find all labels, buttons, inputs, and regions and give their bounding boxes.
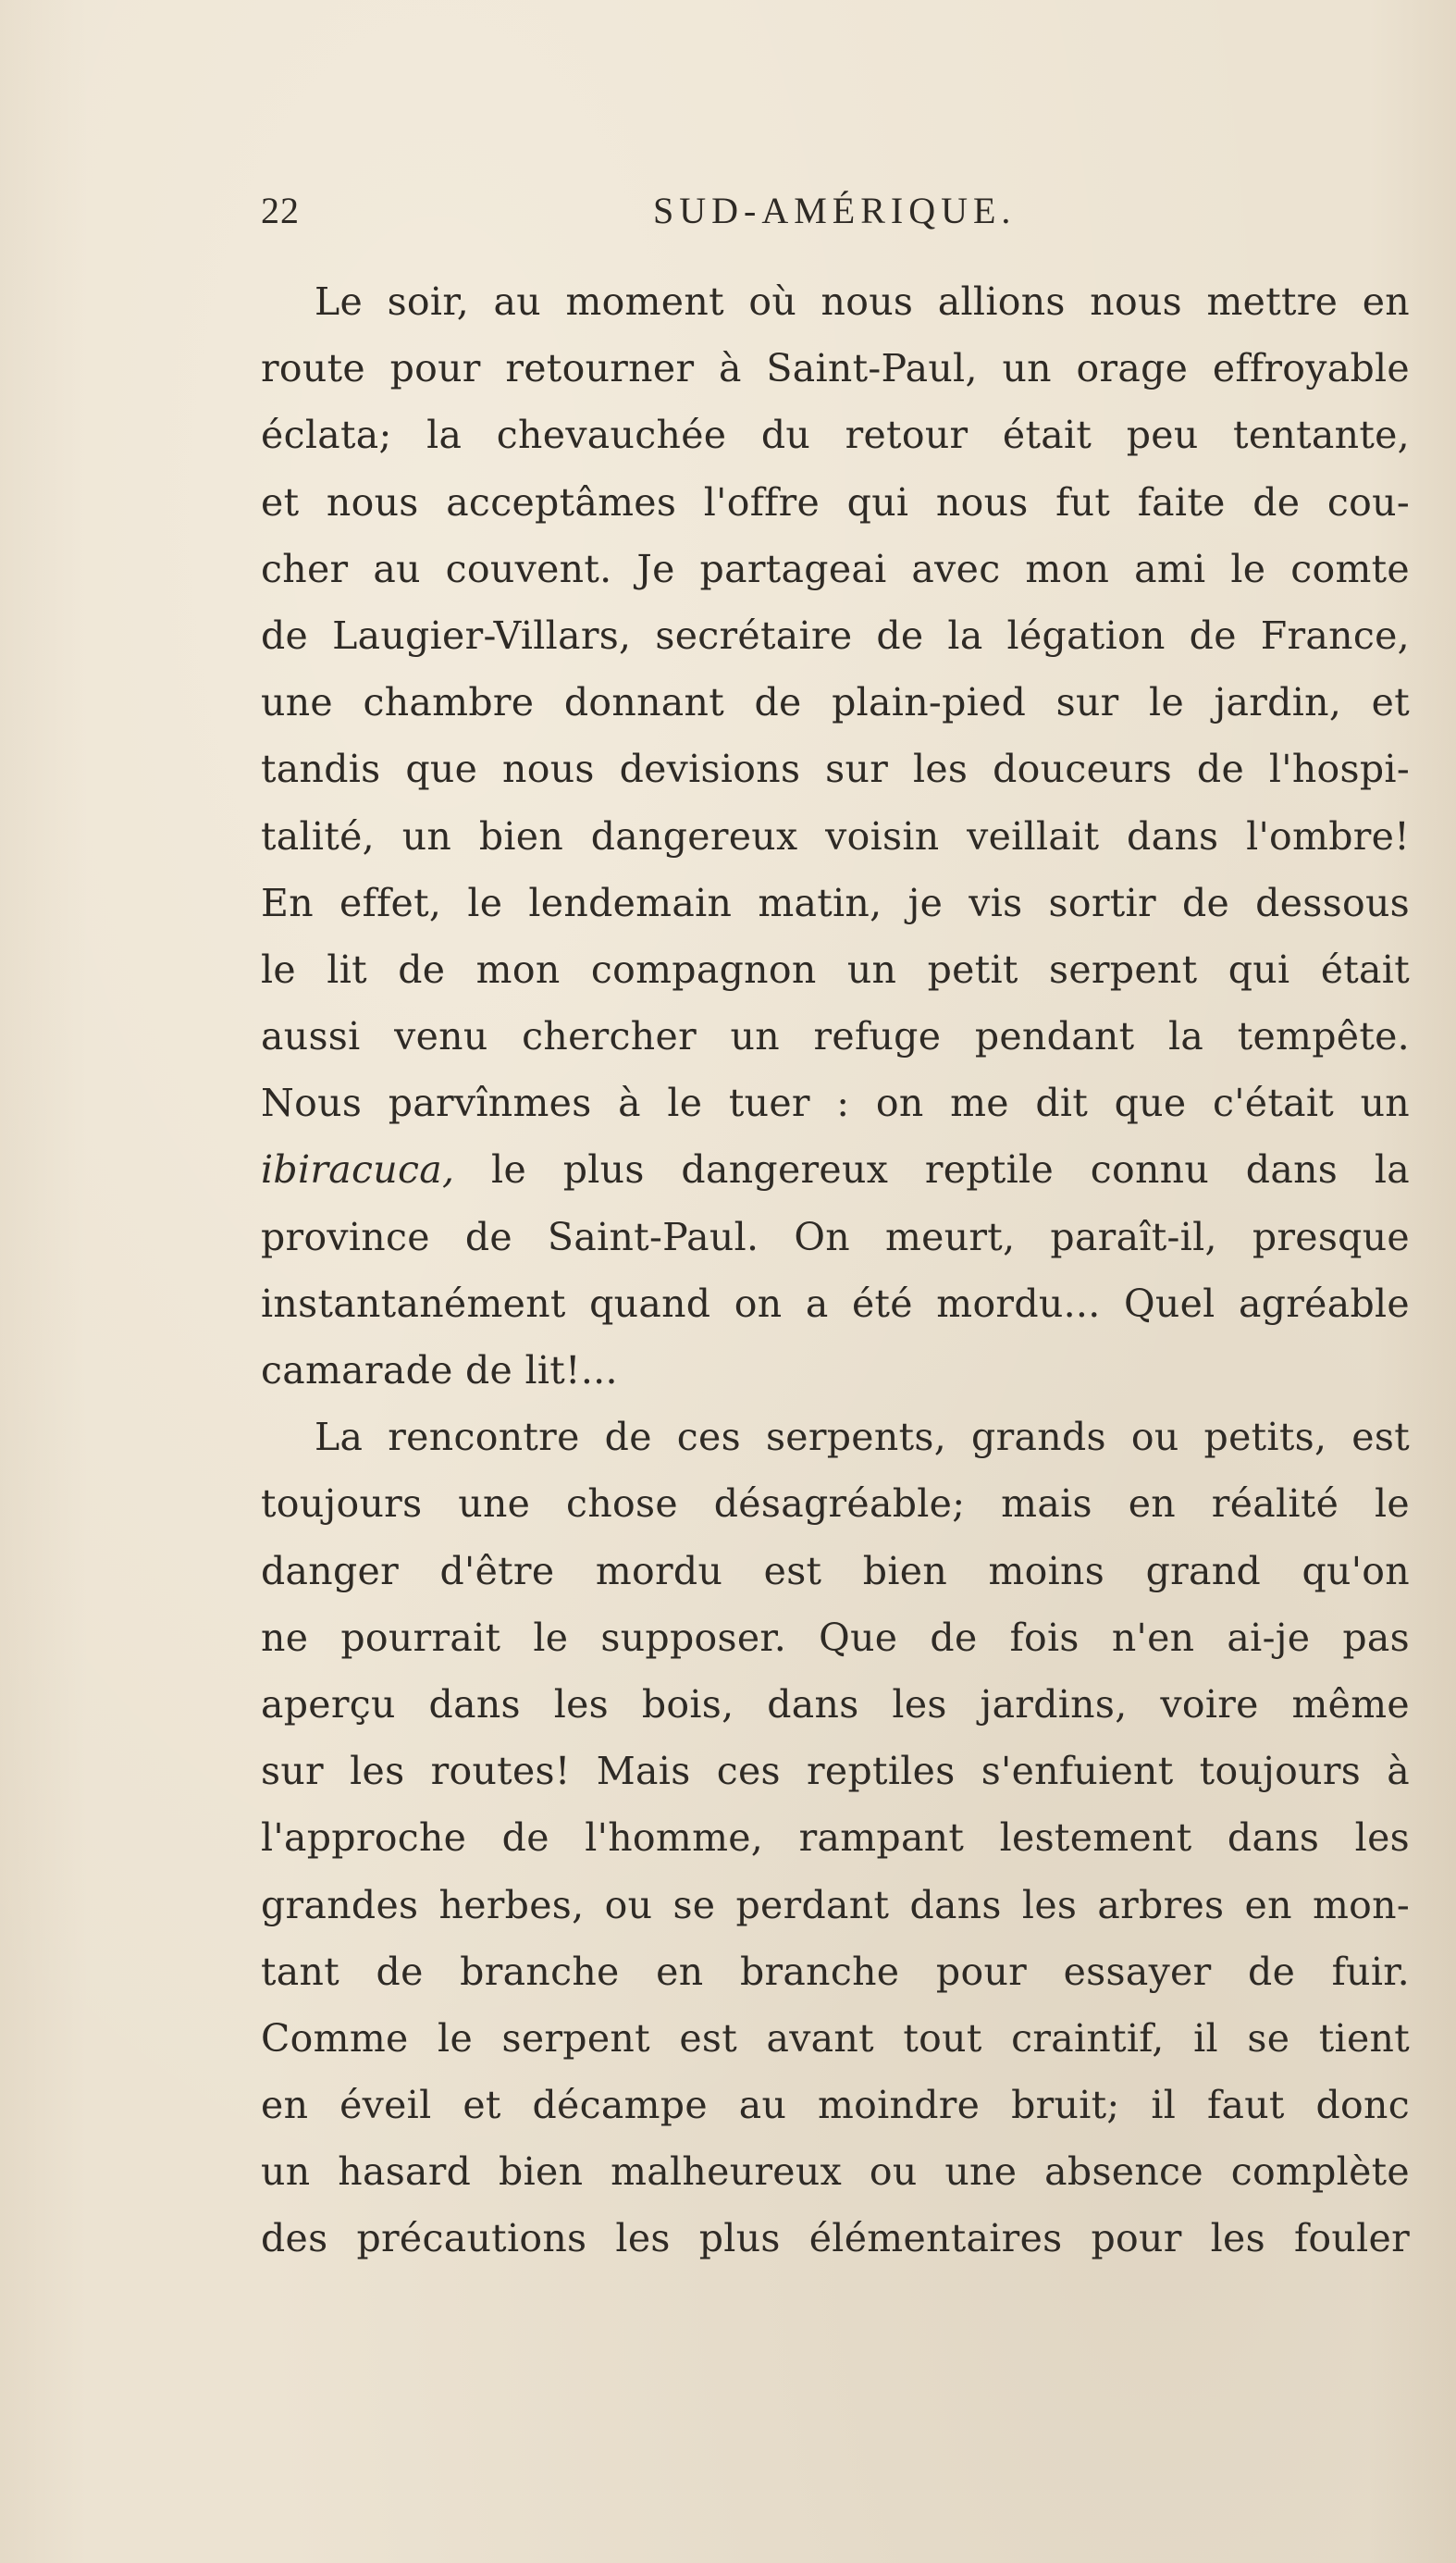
text-line: Le soir, au moment où nous allions nous mettre en <box>315 279 1410 324</box>
text-line: aperçu dans les bois, dans les jardins, voire même <box>261 1681 1410 1727</box>
text-line: grandes herbes, ou se perdant dans les arbres en mon- <box>261 1882 1410 1927</box>
text-line: tandis que nous devisions sur les douceurs de l'hospi- <box>261 747 1410 792</box>
running-title: SUD-AMÉRIQUE. <box>653 190 1017 231</box>
text-line: en éveil et décampe au moindre bruit; il faut donc <box>261 2083 1410 2128</box>
text-line: ne pourrait le supposer. Que de fois n'en ai-je pas <box>261 1615 1410 1660</box>
text-line: toujours une chose désagréable; mais en réalité le <box>261 1481 1410 1527</box>
page-number: 22 <box>261 190 300 231</box>
text-line: danger d'être mordu est bien moins grand qu'on <box>261 1548 1410 1593</box>
text-line: talité, un bien dangereux voisin veillait dans l'ombre! <box>261 813 1410 859</box>
text-line: le lit de mon compagnon un petit serpent qui était <box>261 947 1410 992</box>
text-line: de Laugier-Villars, secrétaire de la légation de France, <box>261 613 1410 658</box>
text-line: une chambre donnant de plain-pied sur le jardin, et <box>261 680 1410 725</box>
text-line: Nous parvînmes à le tuer : on me dit que c'était un <box>261 1081 1410 1126</box>
text-line: route pour retourner à Saint-Paul, un orage effroyable <box>261 346 1410 391</box>
text-line: un hasard bien malheureux ou une absence complète <box>261 2149 1410 2195</box>
text-line-rest: le plus dangereux reptile connu dans la <box>454 1147 1410 1193</box>
text-line: La rencontre de ces serpents, grands ou petits, est <box>315 1415 1410 1460</box>
text-line: instantanément quand on a été mordu... Quel agréable <box>261 1281 1410 1326</box>
text-line: Comme le serpent est avant tout craintif, il se tient <box>261 2015 1410 2061</box>
text-line: sur les routes! Mais ces reptiles s'enfuient toujours à <box>261 1749 1410 1794</box>
running-head <box>261 183 1410 239</box>
text-line: et nous acceptâmes l'offre qui nous fut faite de cou- <box>261 479 1410 525</box>
text-line-with-italic <box>261 1136 1410 1203</box>
text-line: aussi venu chercher un refuge pendant la tempête. <box>261 1014 1410 1059</box>
text-line: tant de branche en branche pour essayer de fuir. <box>261 1949 1410 1994</box>
body-text <box>261 268 1410 2272</box>
text-line: éclata; la chevauchée du retour était peu tentante, <box>261 413 1410 458</box>
text-line: l'approche de l'homme, rampant lestement dans les <box>261 1815 1410 1861</box>
text-line: province de Saint-Paul. On meurt, paraît-il, presque <box>261 1214 1410 1259</box>
text-line: En effet, le lendemain matin, je vis sortir de dessous <box>261 880 1410 925</box>
text-line: camarade de lit!... <box>261 1348 618 1393</box>
italic-term: ibiracuca, <box>261 1147 455 1193</box>
text-line: cher au couvent. Je partageai avec mon ami le comte <box>261 546 1410 591</box>
text-line: des précautions les plus élémentaires pour les fouler <box>261 2216 1410 2261</box>
